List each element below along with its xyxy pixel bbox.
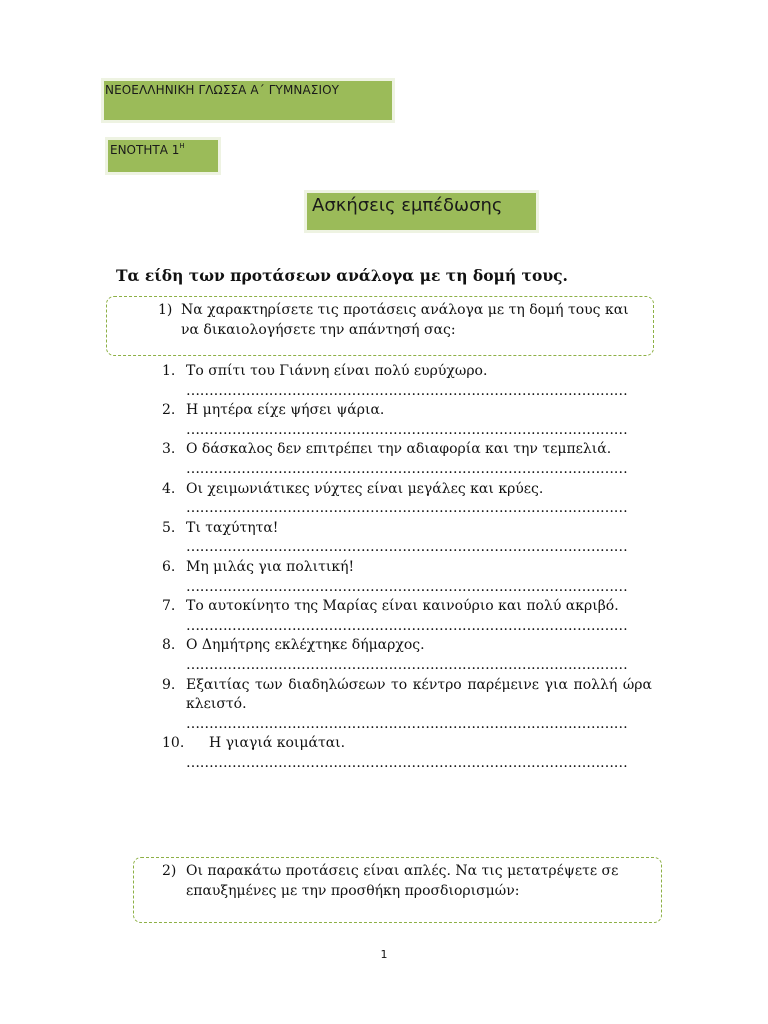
- sentence-list: [162, 362, 652, 773]
- sentence-number: 5.: [162, 519, 176, 536]
- answer-line[interactable]: ……………………………………………………………………………………: [186, 500, 628, 517]
- task1-number: 1): [158, 302, 173, 318]
- sentence-text: Η γιαγιά κοιμάται.: [209, 735, 346, 752]
- answer-line[interactable]: ……………………………………………………………………………………: [186, 382, 628, 399]
- sentence-number: 6.: [162, 558, 176, 575]
- sentence-item: [162, 734, 652, 773]
- unit-label-suffix: Η: [179, 142, 185, 150]
- sentence-item: [162, 440, 652, 479]
- sentence-number: 2.: [162, 402, 176, 419]
- sentence-number: 7.: [162, 598, 176, 615]
- sentence-text: Το αυτοκίνητο της Μαρίας είναι καινούριο και πολύ ακριβό.: [186, 598, 619, 615]
- sentence-item: [162, 676, 652, 735]
- sentence-item: [162, 362, 652, 401]
- sentence-text: Εξαιτίας των διαδηλώσεων το κέντρο παρέμεινε για πολλή ώρα κλειστό.: [186, 676, 652, 713]
- worksheet-title-box: [307, 193, 536, 230]
- task1-instruction: [158, 300, 646, 340]
- task2-instruction: [162, 861, 652, 901]
- sentence-item: [162, 519, 652, 558]
- unit-label: ΕΝΟΤΗΤΑ 1: [110, 143, 180, 157]
- section-heading: Τα είδη των προτάσεων ανάλογα με τη δομή τους.: [116, 266, 568, 285]
- answer-line[interactable]: ……………………………………………………………………………………: [186, 715, 628, 732]
- page-number: 1: [380, 948, 388, 961]
- course-title: ΝΕΟΕΛΛΗΝΙΚΗ ΓΛΩΣΣΑ Α΄ ΓΥΜΝΑΣΙΟΥ: [105, 83, 340, 97]
- unit-label-box: [108, 140, 218, 172]
- sentence-number: 4.: [162, 480, 176, 497]
- sentence-item: [162, 597, 652, 636]
- sentence-item: [162, 636, 652, 675]
- sentence-number: 8.: [162, 637, 176, 654]
- sentence-number: 3.: [162, 441, 176, 458]
- answer-line[interactable]: ……………………………………………………………………………………: [186, 539, 628, 556]
- sentence-text: Το σπίτι του Γιάννη είναι πολύ ευρύχωρο.: [186, 363, 488, 379]
- answer-line[interactable]: ……………………………………………………………………………………: [186, 656, 628, 673]
- sentence-item: [162, 480, 652, 519]
- answer-line[interactable]: ……………………………………………………………………………………: [186, 421, 628, 438]
- sentence-text: Οι χειμωνιάτικες νύχτες είναι μεγάλες και κρύες.: [186, 480, 544, 497]
- answer-line[interactable]: ……………………………………………………………………………………: [186, 617, 628, 634]
- sentence-text: Ο Δημήτρης εκλέχτηκε δήμαρχος.: [186, 637, 425, 654]
- task1-text: Να χαρακτηρίσετε τις προτάσεις ανάλογα με τη δομή τους και να δικαιολογήσετε την απάντησή σας:: [181, 302, 629, 338]
- sentence-text: Μη μιλάς για πολιτική!: [186, 558, 355, 575]
- sentence-number: 9.: [162, 676, 176, 693]
- sentence-number: 10.: [162, 735, 185, 752]
- sentence-item: [162, 401, 652, 440]
- course-title-box: [104, 81, 392, 120]
- worksheet-title: Ασκήσεις εμπέδωσης: [312, 195, 503, 216]
- task2-number: 2): [162, 863, 177, 879]
- sentence-number: 1.: [162, 363, 176, 379]
- answer-line[interactable]: ……………………………………………………………………………………: [186, 460, 628, 477]
- answer-line[interactable]: ……………………………………………………………………………………: [186, 578, 628, 595]
- sentence-text: Ο δάσκαλος δεν επιτρέπει την αδιαφορία και την τεμπελιά.: [186, 441, 612, 458]
- sentence-text: Τι ταχύτητα!: [186, 519, 279, 536]
- answer-line[interactable]: ……………………………………………………………………………………: [186, 754, 628, 771]
- sentence-text: Η μητέρα είχε ψήσει ψάρια.: [186, 402, 385, 419]
- task2-text: Οι παρακάτω προτάσεις είναι απλές. Να τις μετατρέψετε σε επαυξημένες με την προσθήκη προσδιορισμών:: [186, 863, 619, 899]
- sentence-item: [162, 558, 652, 597]
